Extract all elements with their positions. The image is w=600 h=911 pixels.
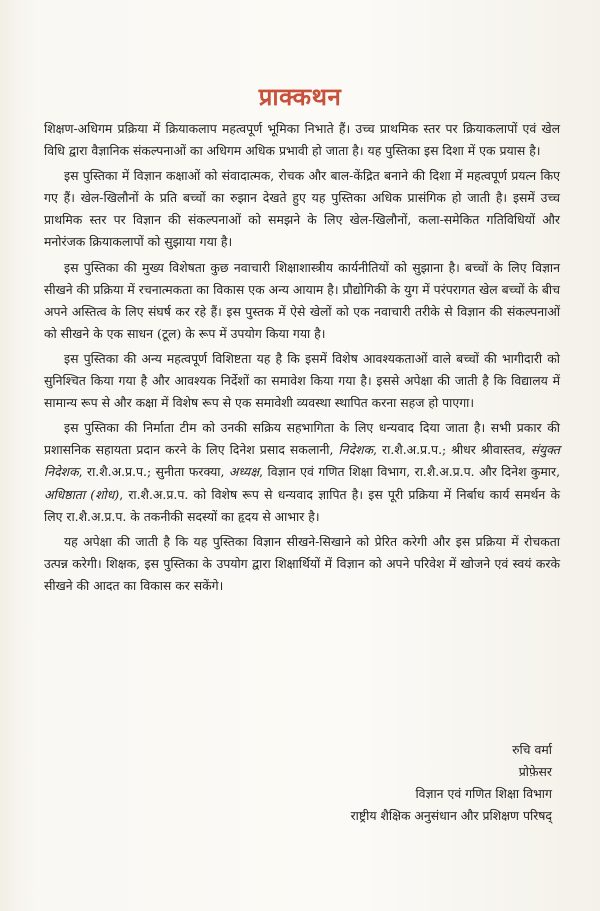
paragraph-text: इस पुस्तिका में विज्ञान कक्षाओं को संवादात्मक, रोचक और बाल-केंद्रित बनाने की दिशा में महत्वपूर्ण प्रयत्न किए गए हैं। खेल-खिलौनों के प्रति बच्चों का रुझान देखते हुए यह पुस्तिका अधिक प्रासंगिक हो जाती है। इसमें उच्च प्राथमिक स्तर पर विज्ञान की संकल्पनाओं को समझने के लिए खेल-खिलौनों, कला-समेकित गतिविधियों और मनोरंजक क्रियाकलापों को सुझाया गया है। xyxy=(44,168,560,250)
paragraph xyxy=(44,257,560,345)
signature-block xyxy=(351,739,552,827)
page-title: प्राक्कथन xyxy=(258,83,342,111)
italic-title-text: अध्यक्ष xyxy=(228,464,260,480)
paragraph-text: , रा.शै.अ.प्र.प. को विशेष रूप से धन्यवाद ज्ञापित है। इस पूरी प्रक्रिया में निर्बाध कार्य समर्थन के लिए रा.शै.अ.प्र.प. के तकनीकी सदस्यों का हृदय से आभार है। xyxy=(44,486,560,524)
paragraph xyxy=(44,118,560,162)
paragraph-text: , रा.शै.अ.प्र.प.; श्रीधर श्रीवास्तव, xyxy=(373,442,531,458)
paragraph xyxy=(44,417,560,527)
italic-title-text: संयुक्त निदेशक xyxy=(44,442,560,480)
paragraph-text: इस पुस्तिका की निर्माता टीम को उनकी सक्रिय सहभागिता के लिए धन्यवाद दिया जाता है। सभी प्रकार की प्रशासनिक सहायता प्रदान करने के लिए दिनेश प्रसाद सकलानी, xyxy=(44,420,560,458)
italic-title-text: निदेशक xyxy=(338,442,374,458)
italic-title-text: अधिष्ठाता (शोध) xyxy=(44,486,120,502)
paragraph-text: शिक्षण-अधिगम प्रक्रिया में क्रियाकलाप महत्वपूर्ण भूमिका निभाते हैं। उच्च प्राथमिक स्तर पर क्रियाकलापों एवं खेल विधि द्वारा वैज्ञानिक संकल्पनाओं का अधिगम अधिक प्रभावी हो जाता है। यह पुस्तिका इस दिशा में एक प्रयास है। xyxy=(44,121,560,159)
paragraph-text: इस पुस्तिका की मुख्य विशेषता कुछ नवाचारी शिक्षाशास्त्रीय कार्यनीतियों को सुझाना है। बच्चों के लिए विज्ञान सीखने की प्रक्रिया में रचनात्मकता का विकास एक अन्य आयाम है। प्रौद्योगिकी के युग में परंपरागत खेल बच्चों के बीच अपने अस्तित्व के लिए संघर्ष कर रहे हैं। इस पुस्तक में ऐसे खेलों को एक नवाचारी तरीके से विज्ञान की संकल्पनाओं को सीखने के एक साधन (टूल) के रूप में उपयोग किया गया है। xyxy=(44,259,560,341)
signatory-name: रुचि वर्मा xyxy=(512,742,552,757)
paragraph-text: इस पुस्तिका की अन्य महत्वपूर्ण विशिष्टता यह है कि इसमें विशेष आवश्यकताओं वाले बच्चों की भागीदारी को सुनिश्चित किया गया है और आवश्यक निर्देशों का समावेश किया गया है। इससे अपेक्षा की जाती है कि विद्यालय में सामान्य रूप से और कक्षा में विशेष रूप से एक समावेशी व्यवस्था स्थापित करना सहज हो पाएगा। xyxy=(44,350,560,411)
paragraph xyxy=(44,531,560,597)
paragraph-text: यह अपेक्षा की जाती है कि यह पुस्तिका विज्ञान सीखने-सिखाने को प्रेरित करेगी और इस प्रक्रिया में रोचकता उत्पन्न करेगी। शिक्षक, इस पुस्तिका के उपयोग द्वारा शिक्षार्थियों में विज्ञान को अपने परिवेश में खोजने एवं स्वयं करके सीखने की आदत का विकास कर सकेंगे। xyxy=(44,533,560,593)
signatory-organization: राष्ट्रीय शैक्षिक अनुसंधान और प्रशिक्षण परिषद् xyxy=(350,808,552,823)
signatory-designation: प्रोफ़ेसर xyxy=(518,764,552,779)
paragraph xyxy=(44,165,560,253)
foreword-body xyxy=(44,118,560,600)
paragraph-text: , विज्ञान एवं गणित शिक्षा विभाग, रा.शै.अ.प्र.प. और दिनेश कुमार, xyxy=(259,464,561,480)
signatory-department: विज्ञान एवं गणित शिक्षा विभाग xyxy=(415,786,552,801)
paragraph-text: , रा.शै.अ.प्र.प.; सुनीता फरक्या, xyxy=(78,464,229,480)
paragraph xyxy=(44,348,560,414)
